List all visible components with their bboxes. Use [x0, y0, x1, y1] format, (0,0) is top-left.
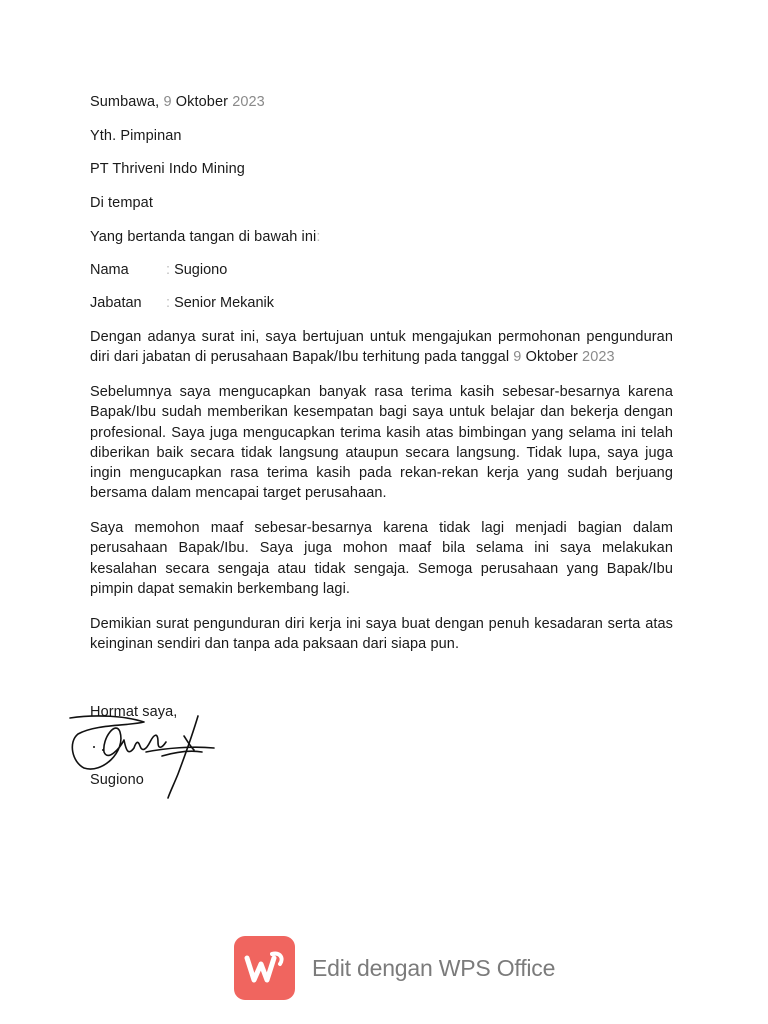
signer-name: Sugiono [90, 772, 144, 788]
recipient-line-1: Yth. Pimpinan [90, 128, 182, 144]
wps-edit-label[interactable]: Edit dengan WPS Office [312, 955, 556, 981]
field-value-text: Senior Mekanik [174, 295, 274, 311]
wps-logo-glyph [234, 936, 295, 1000]
recipient-line-3: Di tempat [90, 195, 153, 211]
field-colon: : [166, 262, 171, 278]
field-value-text: Sugiono [174, 262, 228, 278]
wps-office-icon[interactable] [234, 936, 295, 1000]
closing-text: Hormat saya, [90, 704, 178, 720]
handwritten-signature [66, 712, 218, 804]
date-year: 2023 [232, 94, 265, 110]
paragraph-2: Sebelumnya saya mengucapkan banyak rasa terima kasih sebesar-besarnya karena Bapak/Ibu sudah memberikan kesempatan bagi saya untuk belajar dan bekerja dengan profesional. Saya juga mengucapkan terima kasih atas bimbingan yang selama ini telah diberikan baik secara tidak langsung ataupun secara langsung. Tidak lupa, saya juga ingin mengucapkan rasa terima kasih pada rekan-rekan kerja yang sudah berjuang bersama dalam mencapai target perusahaan. [90, 384, 673, 502]
intro-line [90, 227, 320, 247]
wps-edit-banner[interactable] [234, 936, 564, 1000]
place-text: Sumbawa, [90, 94, 160, 110]
paragraph-1-text: Dengan adanya surat ini, saya bertujuan untuk mengajukan permohonan pengunduran diri dari jabatan di perusahaan Bapak/Ibu terhitung pada tanggal [90, 329, 673, 366]
field-colon: : [166, 295, 171, 311]
date-day: 9 [163, 94, 172, 110]
paragraph-1-year: 2023 [582, 349, 615, 366]
field-value-nama [166, 260, 227, 280]
paragraph-3: Saya memohon maaf sebesar-besarnya karena tidak lagi menjadi bagian dalam perusahaan Bapak/Ibu. Saya juga mohon maaf bila selama ini saya melakukan kesalahan secara sengaja atau tidak sengaja. Semoga perusahaan yang Bapak/Ibu pimpin dapat semakin berkembang lagi. [90, 520, 673, 597]
paragraph-1-month: Oktober [525, 349, 578, 366]
field-label-nama: Nama [90, 262, 129, 278]
field-label-jabatan: Jabatan [90, 295, 142, 311]
date-month: Oktober [175, 94, 229, 110]
recipient-line-2: PT Thriveni Indo Mining [90, 161, 245, 177]
paragraph-4: Demikian surat pengunduran diri kerja ini saya buat dengan penuh kesadaran serta atas keinginan sendiri dan tanpa ada paksaan dari siapa pun. [90, 616, 673, 653]
field-value-jabatan [166, 293, 274, 313]
paragraph-1 [90, 327, 673, 368]
paragraph-1-day: 9 [513, 349, 522, 366]
intro-text: Yang bertanda tangan di bawah ini [90, 229, 317, 245]
intro-colon: : [316, 229, 321, 245]
date-line [90, 92, 265, 112]
